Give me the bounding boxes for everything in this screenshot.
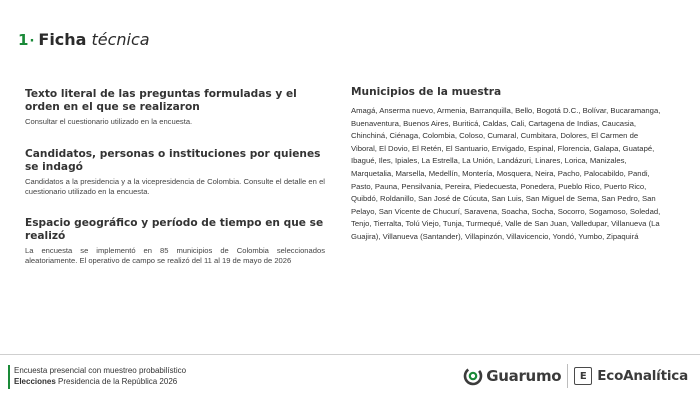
info-block-preguntas: [25, 88, 325, 127]
municipios-list: Amagá, Anserma nuevo, Armenia, Barranquilla, Bello, Bogotá D.C., Bolívar, Bucaramanga, Buenaventura, Buenos Aires, Buriticá, Caldas, Cali, Cartagena de Indias, Caucasia, Chinchiná, Ciénaga, Colombia, Coloso, Cumaral, Cumbitara, Dolores, El Carmen de Viboral, El Dovio, El Retén, El Santuario, Envigado, Espinal, Florencia, Galapa, Guatapé, Ibagué, Iles, Ipiales, La Estrella, La Unión, Landázuri, Linares, Lorica, Manizales, Marquetalia, Marsella, Medellín, Montería, Mosquera, Neira, Pacho, Palocabildo, Pandi, Pasto, Pauna, Pensilvania, Pereira, Piedecuesta, Ponedera, Pueblo Rico, Puerto Rico, Quibdó, Roldanillo, San José de Cúcuta, San Luis, San Miguel de Sema, San Pedro, San Pelayo, San Vicente de Chucurí, Saravena, Soacha, Socha, Socorro, Sogamoso, Soledad, Tenjo, Tierralta, Tolú Viejo, Tunja, Turmequé, Valle de San Juan, Valledupar, Villanueva (La Guajira), Villanueva (Santander), Villapinzón, Villavicencio, Yondó, Yumbo, Zipaquirá: [351, 106, 661, 241]
footer-line-2-rest: Presidencia de la República 2026: [55, 377, 178, 386]
logo-separator: [567, 364, 568, 388]
section-dot: ·: [29, 34, 35, 49]
section-number: 1: [18, 31, 29, 49]
municipios-section: [351, 86, 661, 244]
info-block-candidatos: [25, 148, 325, 197]
footer-line-2: [14, 376, 186, 387]
eco-square-icon: [574, 367, 592, 385]
block-body: Consultar el cuestionario utilizado en la encuesta.: [25, 117, 193, 126]
block-body: La encuesta se implementó en 85 municipios de Colombia seleccionados aleatoriamente. El operativo de campo se realizó del 11 al 19 de mayo de 2026: [25, 246, 325, 266]
footer-divider: [0, 354, 700, 355]
eco-icon-letter: E: [579, 370, 587, 382]
ecoanalitica-name: EcoAnalítica: [597, 368, 688, 384]
page-title-bold: Ficha: [38, 30, 87, 49]
footer-logos: [463, 364, 688, 388]
block-heading: Espacio geográfico y período de tiempo en que se realizó: [25, 217, 324, 243]
page-header: [18, 30, 150, 49]
block-body: Candidatos a la presidencia y a la vicepresidencia de Colombia. Consulte el detalle en el cuestionario utilizado en la encuesta.: [25, 176, 325, 196]
footer-caption: [14, 365, 186, 387]
footer-line-1: Encuesta presencial con muestreo probabilístico: [14, 366, 187, 375]
municipios-heading: Municipios de la muestra: [351, 86, 502, 98]
guarumo-name: Guarumo: [486, 367, 562, 385]
footer-line-2-bold: Elecciones: [14, 377, 56, 386]
info-block-espacio: [25, 217, 325, 266]
footer-accent-bar: [8, 365, 10, 389]
guarumo-logo: [463, 366, 561, 386]
guarumo-swirl-icon: [463, 366, 483, 386]
left-column: [25, 88, 325, 266]
block-heading: Texto literal de las preguntas formuladas y el orden en el que se realizaron: [25, 88, 297, 113]
block-heading: Candidatos, personas o instituciones por quienes se indagó: [25, 147, 321, 173]
page-title-italic: técnica: [91, 30, 150, 49]
